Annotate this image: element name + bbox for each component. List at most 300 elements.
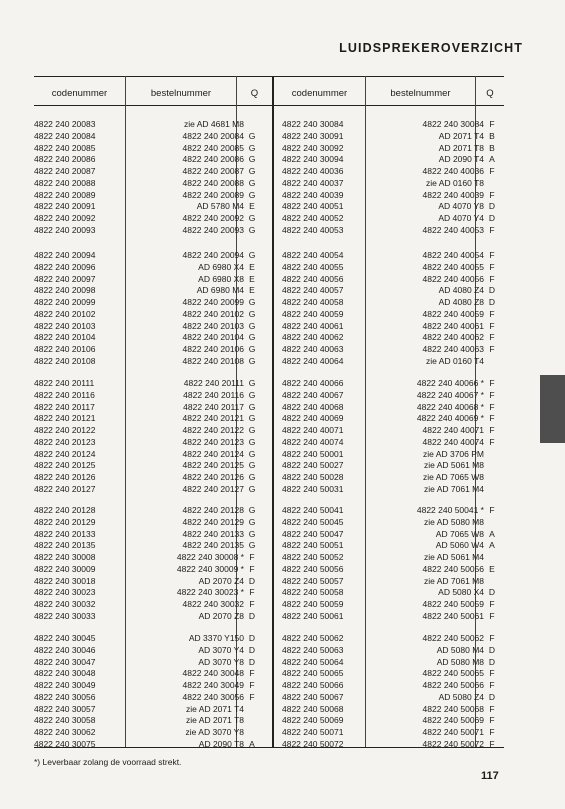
cell-code-right: 4822 240 50051	[282, 540, 344, 551]
header-codenummer-right: codenummer	[291, 88, 348, 99]
cell-code-left: 4822 240 30018	[34, 575, 96, 586]
cell-code-left: 4822 240 30008	[34, 552, 96, 562]
cell-order-left: AD 2090 T8	[198, 738, 244, 749]
cell-order-right: 4822 240 50065	[422, 668, 484, 679]
cell-order-right: 4822 240 50068	[422, 703, 484, 714]
cell-q-left: E	[249, 201, 255, 212]
cell-code-left: 4822 240 20089	[34, 189, 96, 200]
table-row	[0, 459, 565, 471]
table-row	[0, 130, 565, 142]
cell-order-left: 4822 240 20133	[182, 528, 244, 539]
cell-code-left: 4822 240 20121	[34, 413, 96, 424]
cell-code-right: 4822 240 50067	[282, 691, 344, 702]
cell-code-left: 4822 240 30045	[34, 633, 96, 643]
cell-code-right: 4822 240 30094	[282, 154, 344, 165]
cell-order-right: 4822 240 50062	[422, 633, 484, 643]
cell-order-right: 4822 240 30084	[422, 119, 484, 129]
cell-order-left: 4822 240 20111	[183, 378, 244, 388]
cell-code-right: 4822 240 30084	[282, 119, 344, 129]
table-row	[0, 165, 565, 177]
cell-q-right: F	[489, 189, 495, 200]
cell-q-right: A	[489, 154, 495, 165]
table-row	[0, 436, 565, 448]
cell-code-left: 4822 240 20091	[34, 201, 96, 212]
cell-order-left: AD 6980 X4	[198, 261, 244, 272]
cell-order-left: 4822 240 20123	[182, 436, 244, 447]
cell-order-left: 4822 240 20108	[182, 355, 244, 366]
cell-code-left: 4822 240 20097	[34, 273, 96, 284]
cell-code-right: 4822 240 50057	[282, 575, 344, 586]
cell-q-right: D	[488, 201, 496, 212]
cell-order-left: 4822 240 30049	[182, 680, 244, 690]
cell-order-right: AD 4070 Y8	[438, 201, 484, 212]
cell-order-right: AD 7065 W8	[435, 528, 484, 539]
cell-order-left: 4822 240 20124	[182, 448, 244, 459]
cell-order-right: 4822 240 50071	[422, 727, 484, 737]
cell-code-left: 4822 240 30033	[34, 610, 96, 621]
cell-q-left: E	[249, 261, 255, 272]
cell-code-left: 4822 240 20084	[34, 130, 96, 141]
header-bestelnummer-right: bestelnummer	[390, 88, 451, 99]
cell-code-left: 4822 240 20123	[34, 436, 96, 447]
cell-code-left: 4822 240 20135	[34, 540, 96, 551]
cell-code-left: 4822 240 20126	[34, 472, 96, 482]
cell-order-right: AD 4080 Z8	[438, 297, 484, 307]
cell-order-right: zie AD 7061 M4	[423, 483, 484, 494]
cell-q-left: D	[248, 633, 256, 643]
cell-q-right: F	[489, 308, 495, 319]
cell-order-right: 4822 240 40036	[422, 166, 484, 176]
cell-order-left: 4822 240 20087	[182, 166, 244, 176]
cell-order-left: 4822 240 20092	[182, 213, 244, 223]
cell-q-left: G	[248, 224, 256, 235]
header-q-left: Q	[250, 88, 259, 99]
cell-q-right: F	[489, 320, 495, 331]
table-row	[0, 331, 565, 343]
cell-code-left: 4822 240 20124	[34, 448, 96, 459]
table-row	[0, 296, 565, 308]
cell-q-left: G	[248, 344, 256, 354]
cell-q-right: F	[489, 166, 495, 176]
cell-order-left: 4822 240 30008 *	[176, 552, 244, 562]
cell-q-left: D	[248, 610, 256, 621]
cell-code-left: 4822 240 20125	[34, 460, 96, 471]
cell-code-right: 4822 240 50045	[282, 516, 344, 527]
cell-order-left: 4822 240 20106	[182, 344, 244, 354]
cell-order-left: 4822 240 20129	[182, 516, 244, 527]
cell-order-right: 4822 240 40063	[422, 344, 484, 354]
cell-order-left: 4822 240 20125	[182, 460, 244, 471]
cell-q-left: G	[248, 308, 256, 319]
cell-q-left: A	[249, 738, 255, 749]
cell-q-left: F	[249, 552, 255, 562]
table-row	[0, 586, 565, 598]
table-row	[0, 598, 565, 610]
cell-order-right: zie AD 5080 M8	[423, 516, 484, 527]
cell-q-left: G	[248, 460, 256, 471]
cell-q-right: F	[489, 425, 495, 435]
table-row	[0, 320, 565, 332]
cell-code-right: 4822 240 50059	[282, 599, 344, 609]
cell-order-right: 4822 240 50072	[422, 738, 484, 749]
cell-order-right: AD 5080 X4	[438, 587, 484, 598]
cell-code-left: 4822 240 20127	[34, 483, 96, 494]
table-row	[0, 142, 565, 154]
cell-order-right: 4822 240 40067 *	[416, 389, 484, 400]
cell-order-left: 4822 240 20117	[183, 401, 244, 412]
cell-code-right: 4822 240 50064	[282, 656, 344, 667]
cell-code-right: 4822 240 50061	[282, 610, 344, 621]
cell-order-right: AD 4070 Y4	[438, 213, 484, 223]
cell-q-left: F	[249, 668, 255, 679]
table-row	[0, 118, 565, 130]
cell-order-right: 4822 240 40055	[422, 261, 484, 272]
cell-order-right: zie AD 0160 T4	[426, 355, 484, 366]
cell-code-left: 4822 240 20094	[34, 250, 96, 260]
cell-code-right: 4822 240 40054	[282, 250, 344, 260]
cell-code-right: 4822 240 40062	[282, 332, 344, 343]
cell-order-left: AD 5780 M4	[196, 201, 244, 212]
cell-order-right: 4822 240 40054	[422, 250, 484, 260]
table-row	[0, 224, 565, 236]
cell-order-left: 4822 240 30032	[182, 599, 244, 609]
cell-q-right: F	[489, 668, 495, 679]
cell-code-left: 4822 240 30048	[34, 668, 96, 679]
cell-order-left: 4822 240 30023 *	[176, 587, 244, 598]
cell-order-right: AD 5080 M8	[436, 656, 484, 667]
cell-code-left: 4822 240 30062	[34, 727, 96, 737]
cell-order-left: AD 3370 Y150	[188, 633, 244, 643]
header-rule	[34, 105, 504, 106]
cell-code-left: 4822 240 30032	[34, 599, 96, 609]
cell-q-right: F	[489, 505, 495, 515]
cell-q-right: D	[488, 213, 496, 223]
cell-code-left: 4822 240 20085	[34, 142, 96, 153]
table-row	[0, 273, 565, 285]
cell-code-right: 4822 240 40074	[282, 436, 344, 447]
cell-order-right: 4822 240 40053	[422, 224, 484, 235]
cell-q-right: F	[489, 401, 495, 412]
cell-code-left: 4822 240 20116	[34, 389, 95, 400]
cell-code-right: 4822 240 40055	[282, 261, 344, 272]
cell-q-right: D	[488, 656, 496, 667]
table-row	[0, 539, 565, 551]
cell-code-left: 4822 240 20106	[34, 344, 96, 354]
header-bestelnummer-left: bestelnummer	[150, 88, 212, 99]
table-row	[0, 377, 565, 389]
cell-code-left: 4822 240 20096	[34, 261, 96, 272]
cell-q-left: G	[248, 436, 256, 447]
table-row	[0, 656, 565, 668]
cell-code-left: 4822 240 30056	[34, 691, 96, 702]
cell-code-right: 4822 240 40058	[282, 297, 344, 307]
table-row	[0, 644, 565, 656]
table-row	[0, 691, 565, 703]
cell-code-right: 4822 240 40036	[282, 166, 344, 176]
cell-order-right: 4822 240 40071	[422, 425, 484, 435]
cell-code-right: 4822 240 50001	[282, 448, 344, 459]
cell-q-left: G	[248, 320, 256, 331]
table-row	[0, 177, 565, 189]
cell-q-right: F	[489, 680, 495, 690]
cell-code-left: 4822 240 20086	[34, 154, 96, 165]
cell-code-right: 4822 240 40053	[282, 224, 344, 235]
cell-order-right: zie AD 5061 M8	[423, 460, 484, 471]
cell-order-left: zie AD 3070 Y8	[185, 727, 244, 737]
cell-code-left: 4822 240 20098	[34, 285, 96, 296]
cell-q-left: G	[248, 448, 256, 459]
cell-order-right: 4822 240 40068 *	[416, 401, 484, 412]
cell-order-left: 4822 240 20126	[182, 472, 244, 482]
cell-order-left: AD 6980 X8	[198, 273, 244, 284]
cell-order-right: AD 4080 Z4	[438, 285, 484, 296]
table-row	[0, 284, 565, 296]
table-row	[0, 726, 565, 738]
cell-q-right: F	[489, 261, 495, 272]
cell-code-right: 4822 240 40064	[282, 355, 344, 366]
cell-code-left: 4822 240 20083	[34, 119, 96, 129]
cell-order-right: 4822 240 40059	[422, 308, 484, 319]
cell-code-right: 4822 240 40057	[282, 285, 344, 296]
table-row	[0, 632, 565, 644]
cell-q-left: G	[248, 505, 256, 515]
cell-q-left: G	[248, 401, 256, 412]
cell-code-left: 4822 240 30023	[34, 587, 96, 598]
cell-order-left: 4822 240 20086	[182, 154, 244, 165]
cell-order-right: 4822 240 40069 *	[416, 413, 484, 424]
cell-code-left: 4822 240 20128	[34, 505, 96, 515]
cell-code-left: 4822 240 30009	[34, 563, 96, 574]
cell-q-right: E	[489, 563, 495, 574]
cell-code-left: 4822 240 20122	[34, 425, 96, 435]
cell-order-right: 4822 240 40039	[422, 189, 484, 200]
cell-code-left: 4822 240 30075	[34, 738, 96, 749]
cell-q-left: F	[249, 563, 255, 574]
cell-order-right: 4822 240 50061	[422, 610, 484, 621]
cell-code-left: 4822 240 20133	[34, 528, 96, 539]
cell-q-right: D	[488, 691, 496, 702]
cell-order-right: zie AD 0160 T8	[426, 177, 484, 188]
cell-q-left: G	[248, 516, 256, 527]
cell-order-left: 4822 240 30009 *	[176, 563, 244, 574]
table-row	[0, 200, 565, 212]
table-row	[0, 212, 565, 224]
table-row	[0, 424, 565, 436]
cell-code-left: 4822 240 20093	[34, 224, 96, 235]
cell-q-right: F	[489, 703, 495, 714]
cell-q-right: F	[489, 389, 495, 400]
cell-q-left: G	[248, 213, 256, 223]
cell-order-left: 4822 240 20102	[182, 308, 244, 319]
cell-q-right: F	[489, 273, 495, 284]
cell-order-right: zie AD 7065 W8	[423, 472, 484, 482]
cell-code-left: 4822 240 20111	[34, 378, 95, 388]
cell-order-left: 4822 240 20103	[182, 320, 244, 331]
cell-q-right: F	[489, 715, 495, 726]
cell-order-right: 4822 240 50056	[422, 563, 484, 574]
cell-q-left: G	[248, 425, 256, 435]
cell-q-left: E	[249, 285, 255, 296]
cell-code-left: 4822 240 20088	[34, 177, 96, 188]
cell-q-left: D	[248, 575, 256, 586]
cell-order-left: 4822 240 30048	[182, 668, 244, 679]
cell-order-right: 4822 240 40061	[422, 320, 484, 331]
table-row	[0, 412, 565, 424]
cell-code-right: 4822 240 50056	[282, 563, 344, 574]
cell-code-right: 4822 240 50069	[282, 715, 344, 726]
cell-code-right: 4822 240 50041	[282, 505, 344, 515]
cell-q-left: F	[249, 587, 255, 598]
cell-code-right: 4822 240 50028	[282, 472, 344, 482]
cell-code-right: 4822 240 50058	[282, 587, 344, 598]
table-row	[0, 504, 565, 516]
cell-q-left: G	[248, 177, 256, 188]
page-number: 117	[481, 770, 499, 782]
cell-order-left: 4822 240 20088	[182, 177, 244, 188]
cell-q-left: G	[248, 355, 256, 366]
cell-order-right: 4822 240 40056	[422, 273, 484, 284]
table-row	[0, 401, 565, 413]
cell-order-left: 4822 240 20104	[182, 332, 244, 343]
cell-order-left: 4822 240 20127	[182, 483, 244, 494]
cell-order-left: zie AD 2071 T8	[186, 715, 244, 726]
cell-code-right: 4822 240 40071	[282, 425, 344, 435]
cell-q-left: G	[248, 378, 256, 388]
cell-order-right: 4822 240 40074	[422, 436, 484, 447]
cell-order-left: 4822 240 20122	[182, 425, 244, 435]
cell-q-right: F	[489, 633, 495, 643]
footnote: *) Leverbaar zolang de voorraad strekt.	[34, 757, 182, 767]
cell-order-right: AD 2071 T4	[438, 130, 484, 141]
cell-order-left: zie AD 2071 T4	[186, 703, 244, 714]
cell-order-right: 4822 240 40066 *	[416, 378, 484, 388]
cell-order-left: 4822 240 30056	[182, 691, 244, 702]
cell-order-right: 4822 240 50059	[422, 599, 484, 609]
cell-q-right: F	[489, 119, 495, 129]
table-row	[0, 563, 565, 575]
cell-code-right: 4822 240 50052	[282, 552, 344, 562]
cell-code-right: 4822 240 30091	[282, 130, 344, 141]
cell-q-right: D	[488, 285, 496, 296]
table-row	[0, 189, 565, 201]
cell-code-left: 4822 240 30047	[34, 656, 96, 667]
cell-order-left: 4822 240 20085	[182, 142, 244, 153]
header-q-right: Q	[486, 88, 494, 99]
cell-code-left: 4822 240 30057	[34, 703, 96, 714]
cell-code-right: 4822 240 50062	[282, 633, 344, 643]
cell-order-right: AD 5060 W4	[435, 540, 484, 551]
table-row	[0, 153, 565, 165]
table-top-rule	[34, 76, 504, 77]
cell-q-left: G	[248, 483, 256, 494]
cell-q-left: F	[249, 680, 255, 690]
cell-q-left: G	[248, 166, 256, 176]
table-row	[0, 261, 565, 273]
cell-order-right: zie AD 7061 M8	[423, 575, 484, 586]
cell-code-left: 4822 240 30049	[34, 680, 96, 690]
cell-q-left: G	[248, 189, 256, 200]
cell-q-right: A	[489, 540, 495, 551]
cell-order-left: 4822 240 20121	[182, 413, 244, 424]
table-row	[0, 343, 565, 355]
page-title: LUIDSPREKEROVERZICHT	[339, 41, 523, 55]
cell-order-left: 4822 240 20094	[182, 250, 244, 260]
cell-q-right: F	[489, 332, 495, 343]
cell-q-left: G	[248, 297, 256, 307]
cell-order-right: AD 5080 M4	[436, 644, 484, 655]
cell-code-right: 4822 240 50071	[282, 727, 344, 737]
table-row	[0, 471, 565, 483]
cell-q-right: D	[488, 644, 496, 655]
cell-order-left: AD 6980 M4	[196, 285, 244, 296]
cell-code-left: 4822 240 20117	[34, 401, 95, 412]
cell-q-right: F	[489, 610, 495, 621]
header-codenummer-left: codenummer	[51, 88, 108, 99]
cell-order-right: 4822 240 40062	[422, 332, 484, 343]
table-row	[0, 738, 565, 750]
cell-order-right: 4822 240 50066	[422, 680, 484, 690]
cell-q-left: F	[249, 691, 255, 702]
table-row	[0, 355, 565, 367]
cell-code-left: 4822 240 20104	[34, 332, 96, 343]
cell-code-left: 4822 240 20108	[34, 355, 96, 366]
cell-code-left: 4822 240 20129	[34, 516, 96, 527]
cell-q-right: F	[489, 344, 495, 354]
cell-order-left: zie AD 4681 M8	[183, 119, 244, 129]
cell-q-right: F	[489, 378, 495, 388]
cell-q-right: F	[489, 224, 495, 235]
cell-code-right: 4822 240 50063	[282, 644, 344, 655]
cell-code-right: 4822 240 40051	[282, 201, 344, 212]
cell-code-right: 4822 240 40067	[282, 389, 344, 400]
cell-code-right: 4822 240 50031	[282, 483, 344, 494]
cell-order-left: 4822 240 20089	[182, 189, 244, 200]
cell-order-left: AD 3070 Y8	[198, 656, 244, 667]
cell-order-left: AD 2070 Z4	[198, 575, 244, 586]
cell-q-left: G	[248, 332, 256, 343]
cell-order-right: zie AD 3706 PM	[423, 448, 484, 459]
cell-order-left: 4822 240 20093	[182, 224, 244, 235]
cell-order-left: 4822 240 20135	[182, 540, 244, 551]
cell-q-left: G	[248, 413, 256, 424]
cell-code-left: 4822 240 30058	[34, 715, 96, 726]
cell-q-left: G	[248, 472, 256, 482]
table-row	[0, 528, 565, 540]
cell-code-right: 4822 240 40066	[282, 378, 344, 388]
cell-order-right: 4822 240 50069	[422, 715, 484, 726]
table-row	[0, 249, 565, 261]
cell-code-right: 4822 240 40059	[282, 308, 344, 319]
table-row	[0, 610, 565, 622]
cell-order-right: 4822 240 50041 *	[416, 505, 484, 515]
cell-code-right: 4822 240 30092	[282, 142, 344, 153]
section-tab-marker	[540, 375, 565, 443]
cell-order-right: AD 2071 T8	[438, 142, 484, 153]
cell-code-left: 4822 240 20102	[34, 308, 96, 319]
table-row	[0, 714, 565, 726]
cell-q-left: G	[248, 528, 256, 539]
cell-code-right: 4822 240 40063	[282, 344, 344, 354]
cell-code-right: 4822 240 50066	[282, 680, 344, 690]
cell-q-right: B	[489, 130, 495, 141]
cell-code-right: 4822 240 40037	[282, 177, 344, 188]
cell-q-right: F	[489, 250, 495, 260]
cell-q-left: D	[248, 656, 256, 667]
cell-order-left: 4822 240 20116	[183, 389, 244, 400]
cell-order-right: AD 2090 T4	[438, 154, 484, 165]
cell-order-right: AD 5080 Z4	[438, 691, 484, 702]
cell-code-right: 4822 240 40069	[282, 413, 344, 424]
